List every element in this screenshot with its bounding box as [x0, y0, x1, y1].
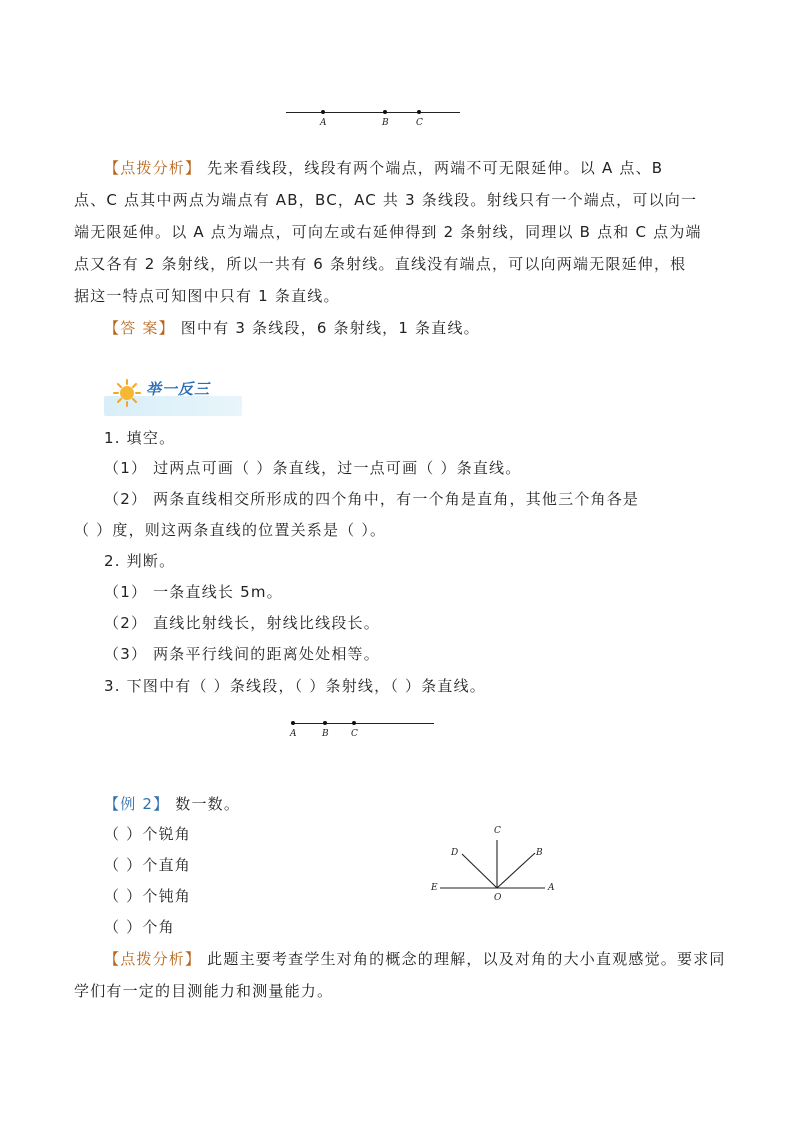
figure1-point-a — [321, 110, 325, 114]
figure1-label-b: B — [382, 118, 389, 128]
example-title: 数一数。 — [175, 795, 241, 813]
figure1-label-c: C — [416, 118, 423, 128]
analysis2-line-2: 学们有一定的目测能力和测量能力。 — [74, 982, 334, 1000]
example-item-right: （ ）个直角 — [104, 856, 191, 874]
example-tag: 【例 2】 — [104, 795, 170, 813]
sun-icon — [112, 378, 142, 408]
q1-title: 1. 填空。 — [104, 429, 176, 447]
q2-item-3: （3） 两条平行线间的距离处处相等。 — [104, 645, 380, 663]
figure1-point-b — [383, 110, 387, 114]
q1-item-1: （1） 过两点可画（ ）条直线，过一点可画（ ）条直线。 — [104, 459, 522, 477]
q1-item-2-line-2: （ ）度，则这两条直线的位置关系是（ ）。 — [74, 521, 387, 539]
figure2-label-a: A — [290, 729, 297, 739]
analysis-line-3: 端无限延伸。以 A 点为端点，可向左或右延伸得到 2 条射线，同理以 B 点和 C 点为端 — [74, 223, 702, 241]
figure2-label-c: C — [351, 729, 358, 739]
answer-tag: 【答 案】 — [104, 319, 175, 337]
q1-item-2-line-1: （2） 两条直线相交所形成的四个角中，有一个角是直角，其他三个角各是 — [104, 490, 640, 508]
figure2-point-a — [291, 721, 295, 725]
analysis-line-5: 据这一特点可知图中只有 1 条直线。 — [74, 287, 340, 305]
analysis-line-4: 点又各有 2 条射线，所以一共有 6 条射线。直线没有端点，可以向两端无限延伸，根 — [74, 255, 687, 273]
example-item-total: （ ）个角 — [104, 918, 175, 936]
practice-banner-title: 举一反三 — [146, 380, 211, 398]
angle-label-b: B — [536, 848, 543, 858]
figure2-point-c — [352, 721, 356, 725]
figure1-label-a: A — [320, 118, 327, 128]
analysis-line-1: 先来看线段，线段有两个端点，两端不可无限延伸。以 A 点、B — [207, 159, 664, 177]
answer-text: 图中有 3 条线段，6 条射线，1 条直线。 — [180, 319, 480, 337]
figure2-label-b: B — [322, 729, 329, 739]
analysis-line-2: 点、C 点其中两点为端点有 AB，BC，AC 共 3 条线段。射线只有一个端点，可以向一 — [74, 191, 698, 209]
angle-label-e: E — [431, 883, 438, 893]
analysis2-tag: 【点拨分析】 — [104, 950, 202, 968]
figure2-point-b — [323, 721, 327, 725]
q2-item-2: （2） 直线比射线长，射线比线段长。 — [104, 614, 380, 632]
angle-label-a: A — [548, 883, 555, 893]
example-item-obtuse: （ ）个钝角 — [104, 887, 191, 905]
figure2-line — [293, 723, 434, 724]
angle-label-o: O — [494, 893, 502, 903]
angle-label-c: C — [494, 826, 501, 836]
angle-label-d: D — [451, 848, 459, 858]
analysis2-line-1: 此题主要考查学生对角的概念的理解，以及对角的大小直观感觉。要求同 — [207, 950, 726, 968]
figure1-line — [286, 112, 460, 113]
q2-item-1: （1） 一条直线长 5m。 — [104, 583, 283, 601]
figure1-point-c — [417, 110, 421, 114]
analysis-tag: 【点拨分析】 — [104, 159, 202, 177]
q3-text: 3. 下图中有（ ）条线段，（ ）条射线，（ ）条直线。 — [104, 677, 486, 695]
example-item-acute: （ ）个锐角 — [104, 825, 191, 843]
answer-section-1 — [104, 318, 480, 338]
q2-title: 2. 判断。 — [104, 552, 176, 570]
